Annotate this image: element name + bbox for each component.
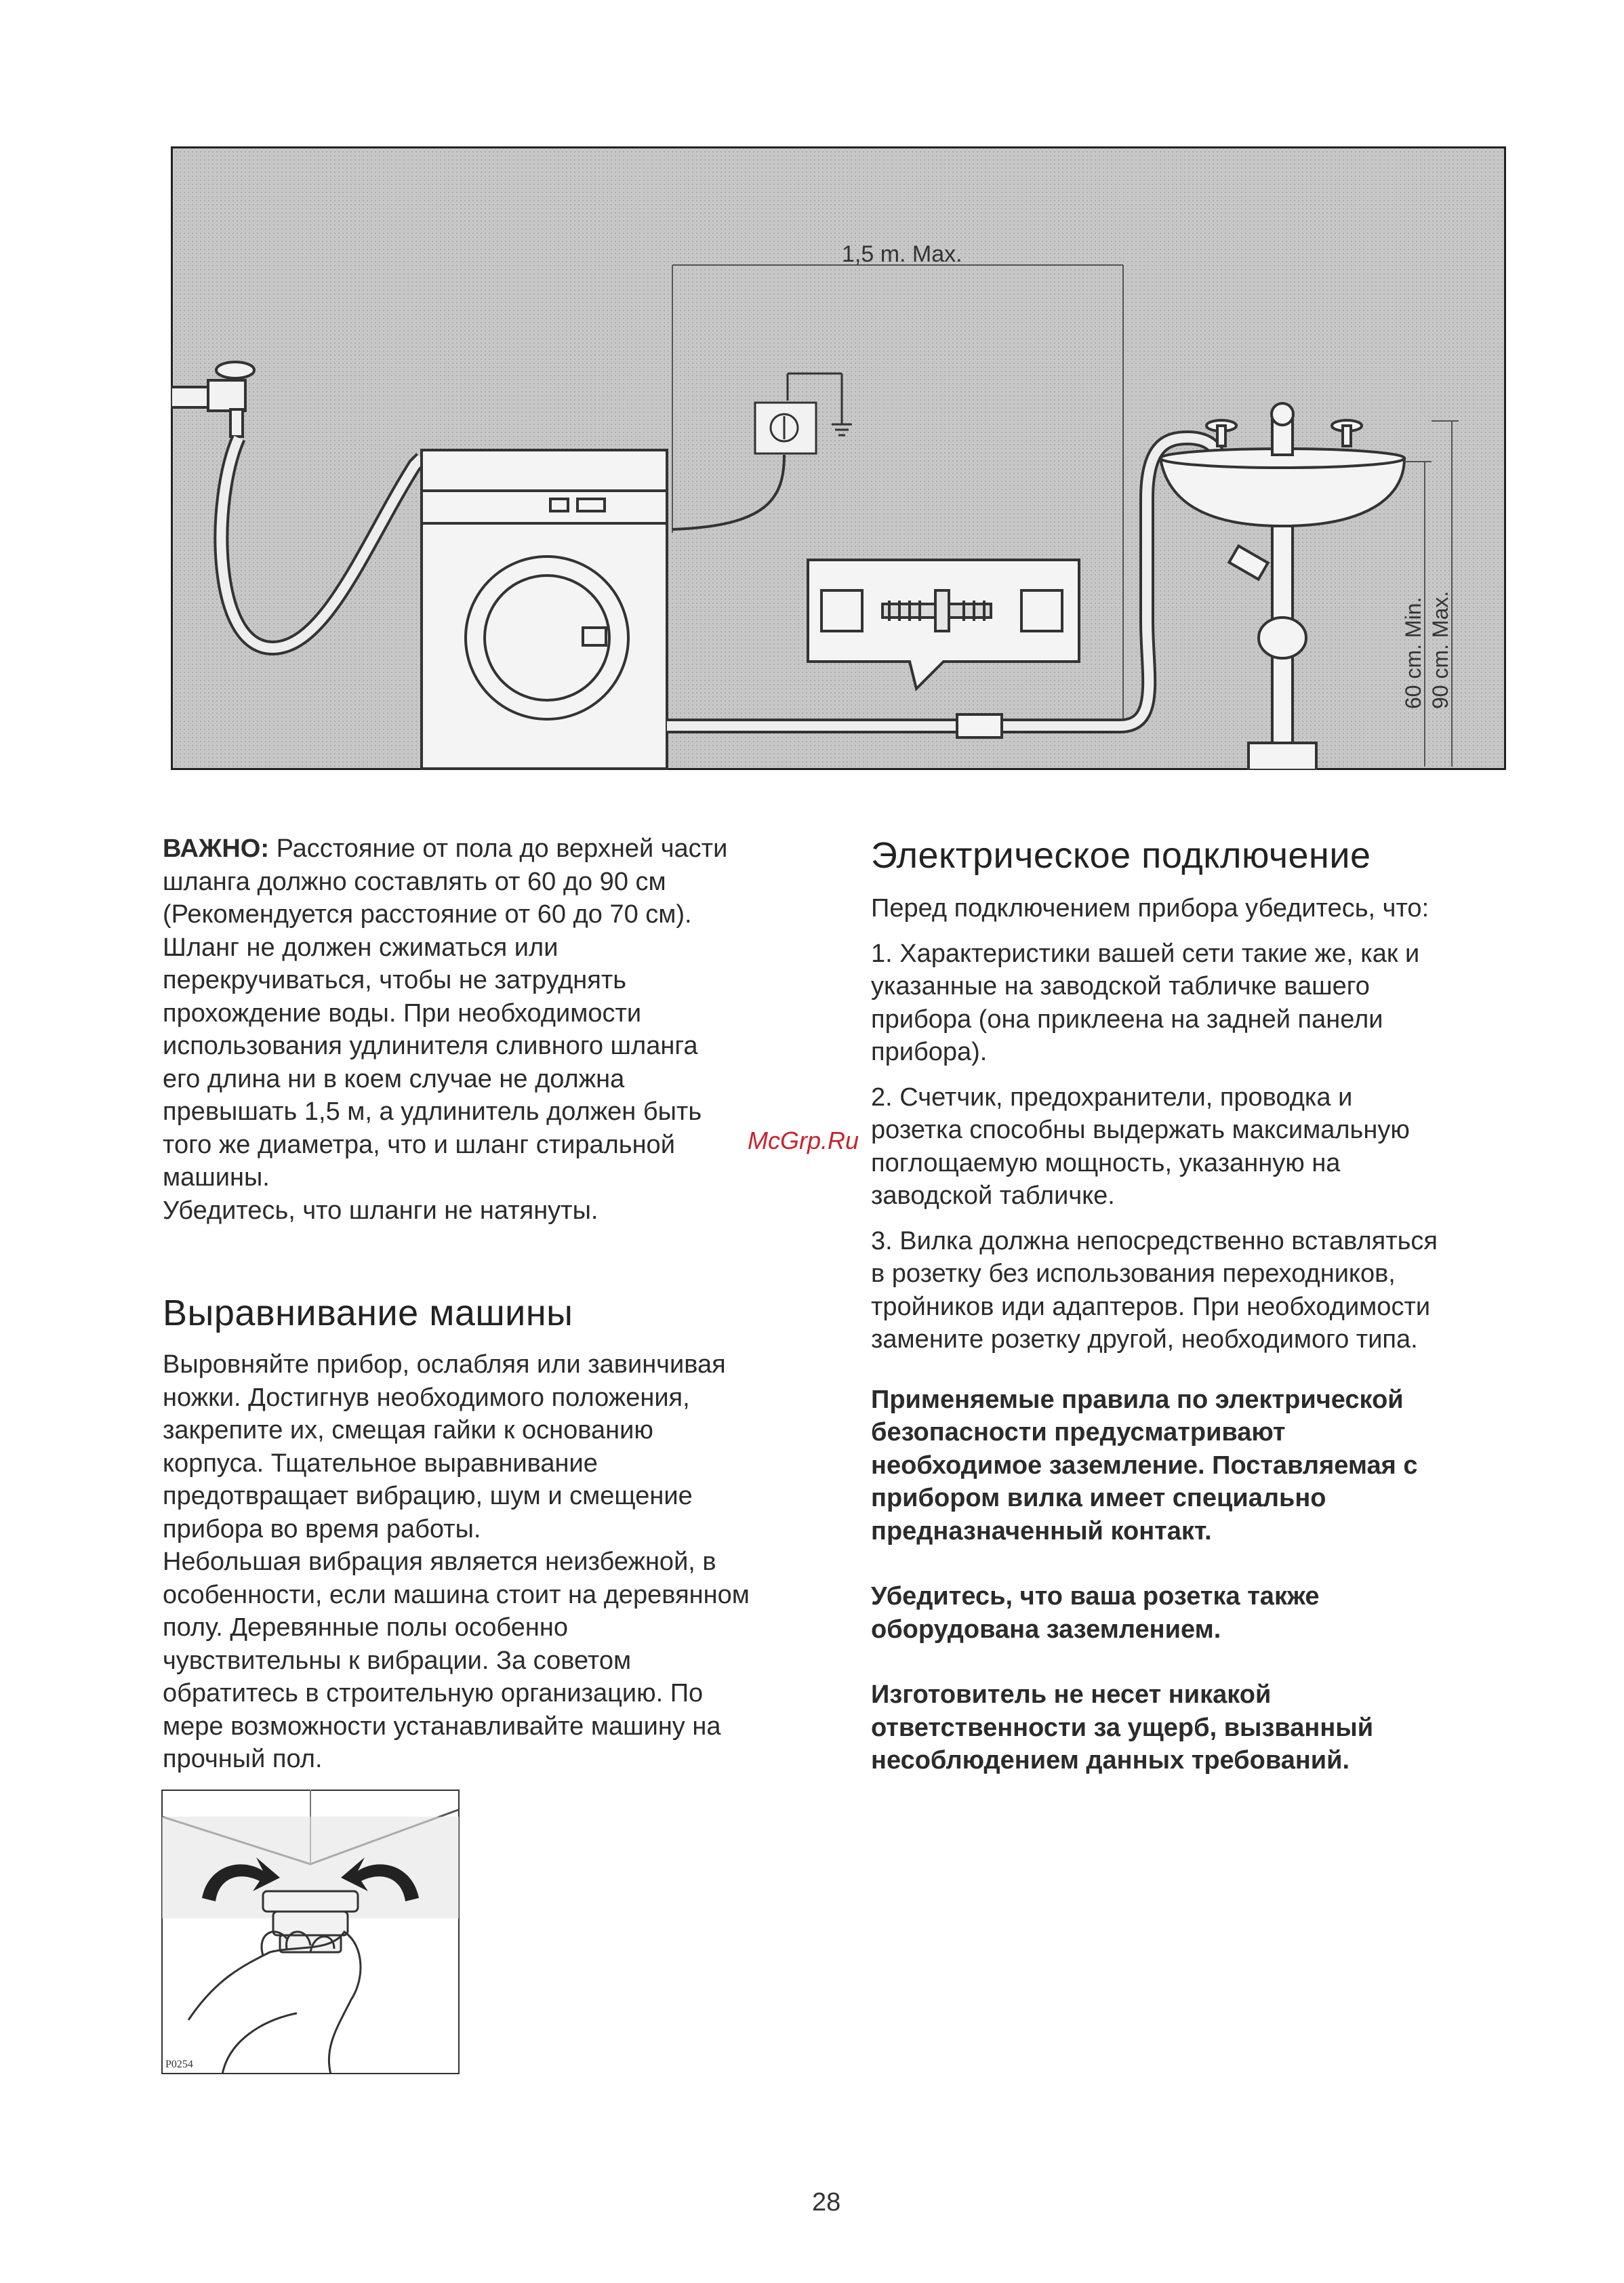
- min-height-label: 60 cm. Min.: [1401, 597, 1425, 709]
- safety-rules-note: Применяемые правила по электрической безопасности предусматривают необходимое заземление. Поставляемая с прибором вилка имеет специально предназначенный контакт.: [871, 1385, 1418, 1545]
- washing-machine-icon: [422, 450, 667, 769]
- hose-extension-coupling: [957, 714, 1002, 738]
- item-2: 2. Счетчик, предохранители, проводка и розетка способны выдержать максимальную поглощаемую мощность, указанную на заводской табличке.: [871, 1083, 1410, 1210]
- item-1: 1. Характеристики вашей сети такие же, как и указанные на заводской табличке вашего прибора (она приклеена на задней панели прибора).: [871, 939, 1420, 1066]
- hose-length-label: 1,5 m. Max.: [842, 241, 962, 267]
- important-note: ВАЖНО: Расстояние от пола до верхней части шланга должно составлять от 60 до 90 см (Рекомендуется расстояние от 60 до 70 см). Шланг не должен сжиматься или перекручиваться, чтобы не затруднять прохождение воды. При необходимости использования удлинителя сливного шланга его длина ни в коем случае не должна превышать 1,5 м, а удлинитель должен быть того же диаметра, что и шланг стиральной машины. Убедитесь, что шланги не натянуты.: [163, 834, 728, 1225]
- leveling-title: Выравнивание машины: [163, 1293, 573, 1333]
- installation-diagram: [171, 146, 1506, 770]
- electric-section: Электрическое подключение Перед подключением прибора убедитесь, что: 1. Характеристики вашей сети такие же, как и указанные на заводской табличке вашего прибора (она приклеена на задней панели прибора). 2. Счетчик, предохранители, проводка и розетка способны выдержать максимальную поглощаемую мощность, указанную на заводской табличке. 3. Вилка должна непосредственно вставляться в розетку без использования переходников, тройников иди адаптеров. При необходимости замените розетку другой, необходимого типа. Применяемые правила по электрической безопасности предусматривают необходимое заземление. Поставляемая с прибором вилка имеет специально предназначенный контакт. Убедитесь, что ваша розетка также оборудована заземлением. Изготовитель не несет никакой ответственности за ущерб, вызванный несоблюдением данных требований.: [871, 834, 1515, 1777]
- figure-code: P0254: [165, 2059, 193, 2070]
- grounding-note: Убедитесь, что ваша розетка также оборудована заземлением.: [871, 1582, 1320, 1644]
- important-label: ВАЖНО:: [163, 834, 269, 863]
- liability-note: Изготовитель не несет никакой ответственности за ущерб, вызванный несоблюдением данных требований.: [871, 1680, 1374, 1775]
- leveling-section: Выравнивание машины Выровняйте прибор, ослабляя или завинчивая ножки. Достигнув необходимого положения, закрепите их, смещая гайки к основанию корпуса. Тщательное выравнивание предотвращает вибрацию, шум и смещение прибора во время работы. Небольшая вибрация является неизбежной, в особенности, если машина стоит на деревянном полу. Деревянные полы особенно чувствительны к вибрации. За советом обратитесь в строительную организацию. По мере возможности устанавливайте машину на прочный пол.: [163, 1291, 827, 1776]
- leveling-foot-illustration: [161, 1790, 460, 2074]
- max-height-label: 90 cm. Max.: [1428, 590, 1453, 709]
- watermark: McGrp.Ru: [748, 1127, 859, 1154]
- item-3: 3. Вилка должна непосредственно вставляться в розетку без использования переходников, тройников иди адаптеров. При необходимости замените розетку другой, необходимого типа.: [871, 1226, 1438, 1354]
- page-number: 28: [812, 2188, 841, 2217]
- electric-title: Электрическое подключение: [871, 835, 1371, 876]
